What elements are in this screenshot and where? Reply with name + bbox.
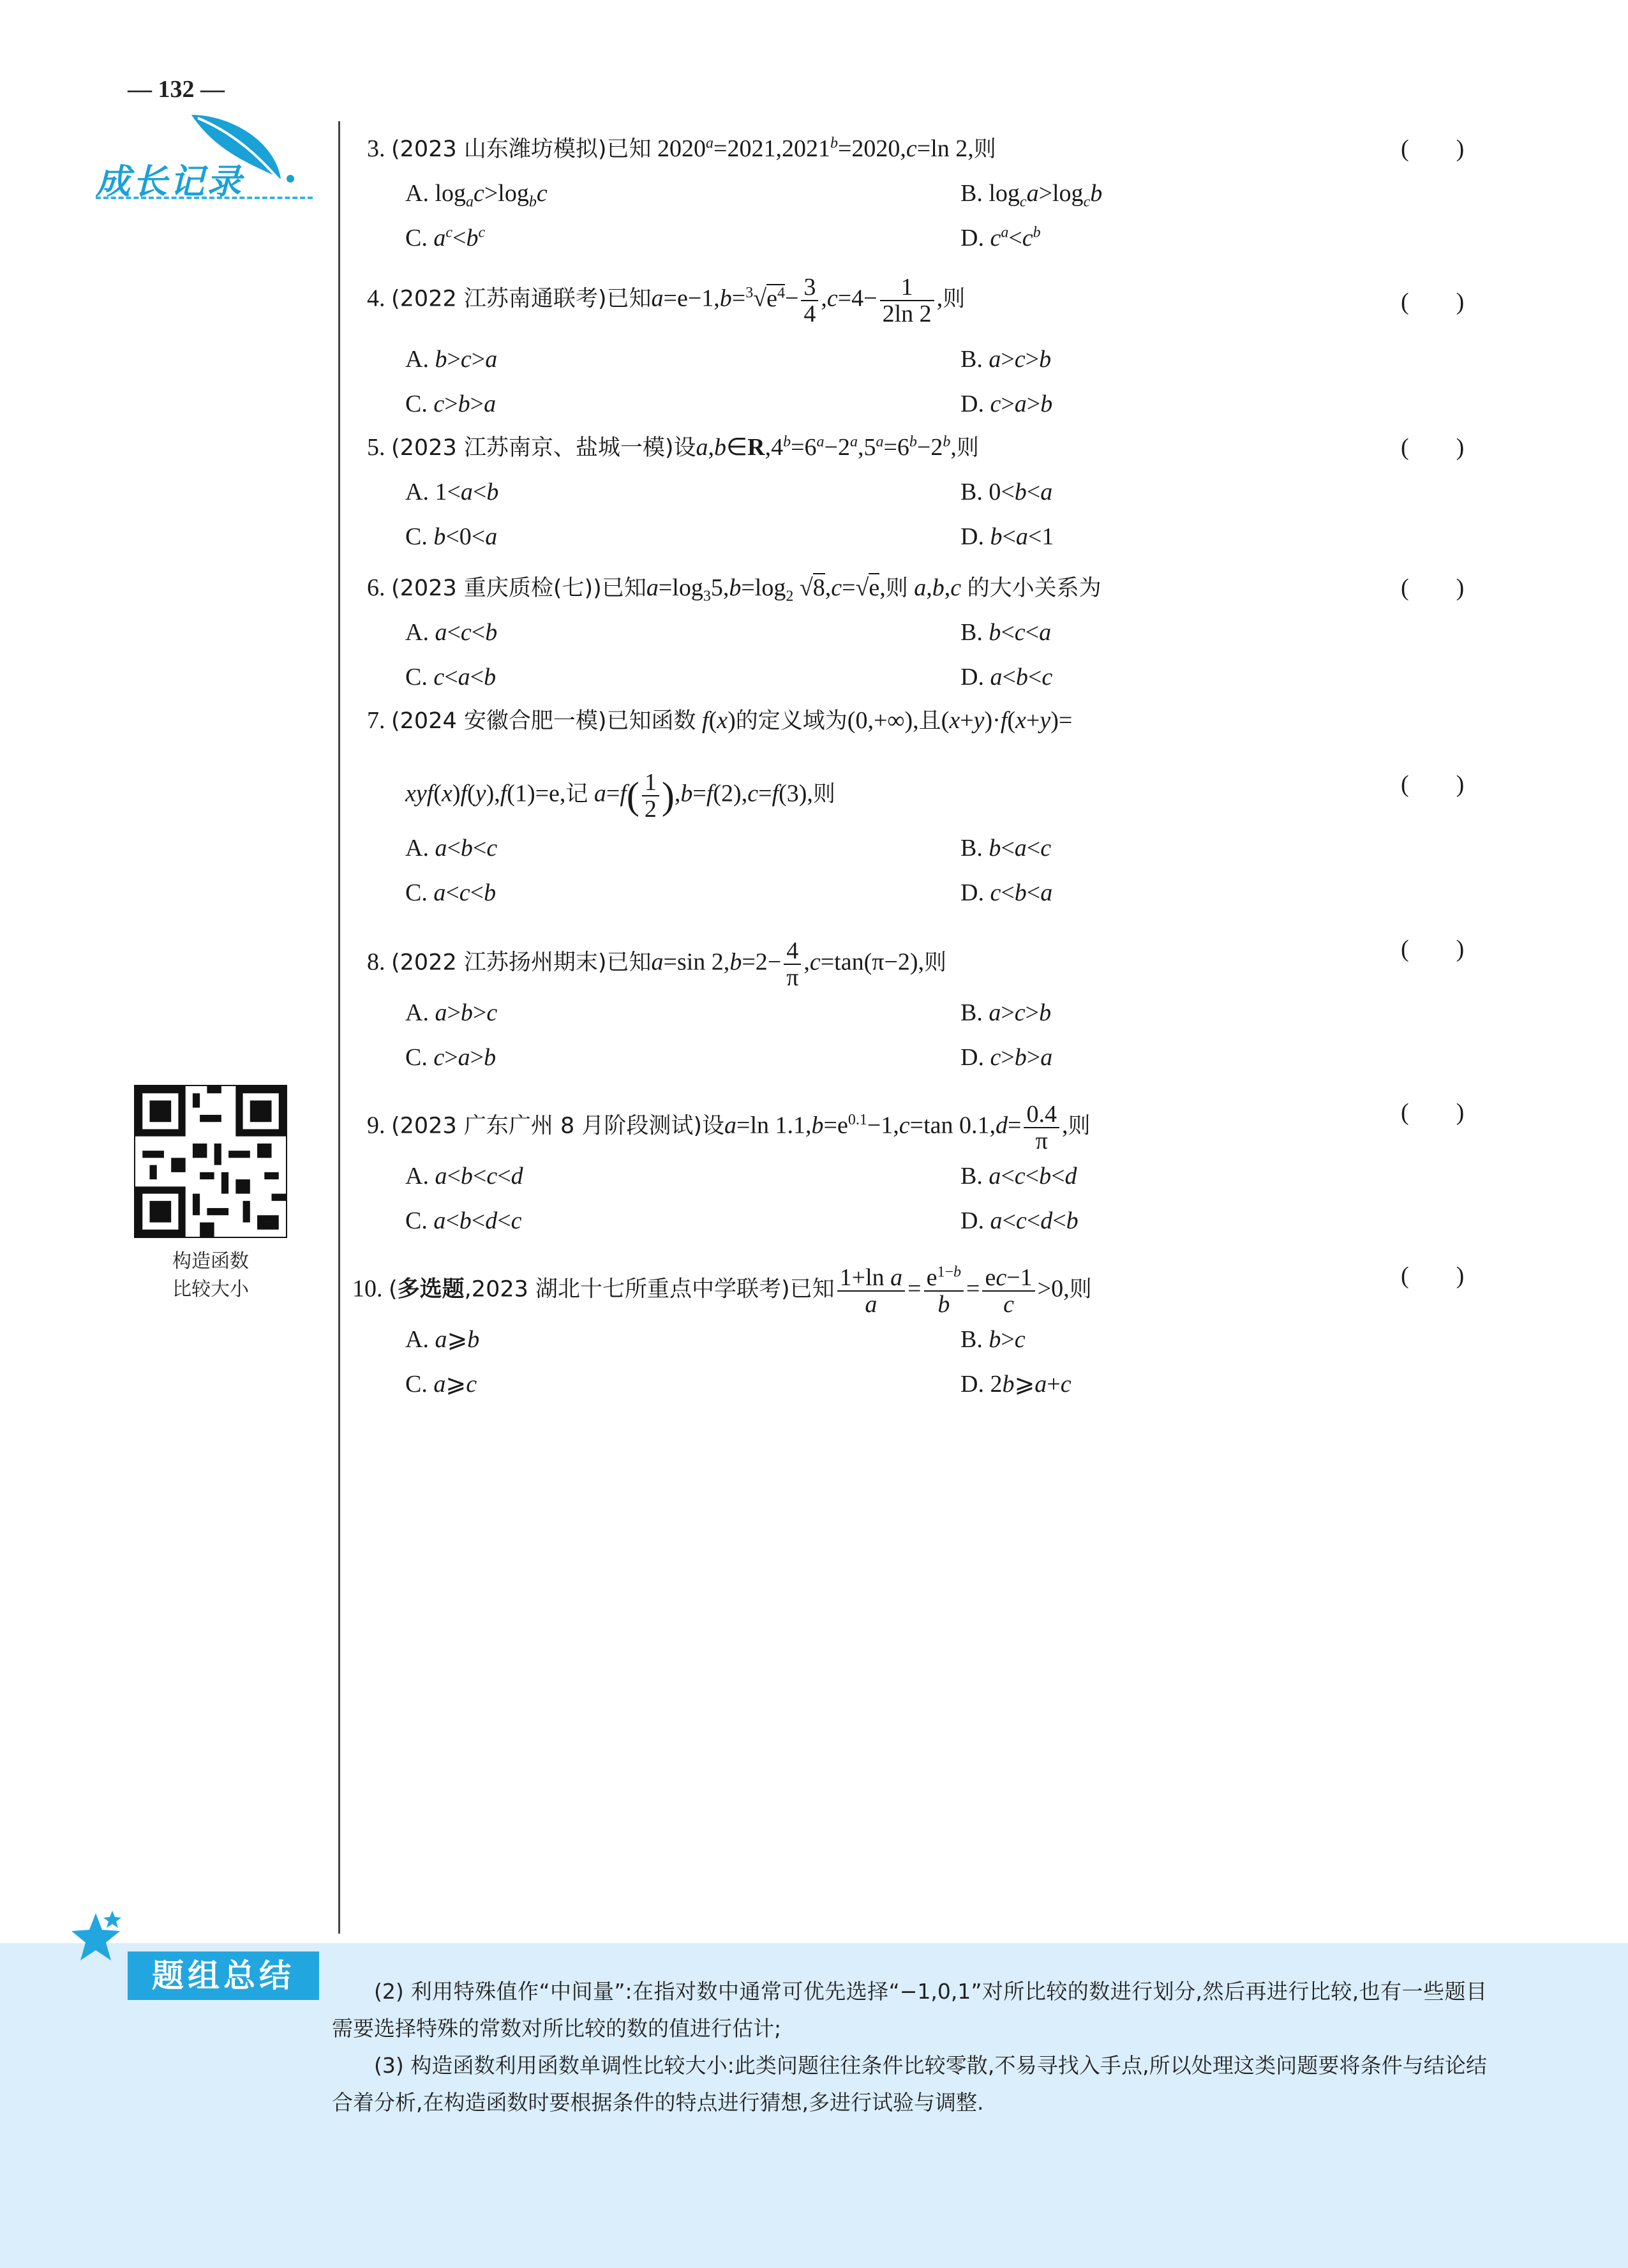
star-icon [70,1908,128,1966]
answer-bracket[interactable]: ( ) [1401,434,1476,461]
option-b[interactable]: B. b<a<c [960,835,1052,862]
option-a[interactable]: A. a<c<b [405,619,498,646]
answer-bracket[interactable]: ( ) [1401,1262,1476,1289]
option-a[interactable]: A. a<b<c<d [405,1163,523,1190]
qr-caption-line1: 构造函数 [172,1250,249,1272]
option-a[interactable]: A. a>b>c [405,999,498,1026]
question-stem: 10. (多选题,2023 湖北十七所重点中学联考)已知 $\frac{\text{1+ln a}}{a}$ = $\frac{e^{1-b}}{b}$ = $\frac{ec-1}{c}$ >0,则 [352,1264,1092,1318]
option-c[interactable]: C. a<c<b [405,879,497,906]
answer-bracket[interactable]: ( ) [1401,771,1476,798]
summary-point-3: (3) 构造函数利用函数单调性比较大小:此类问题往往条件比较零散,不易寻找入手点,所以处理这类问题要将条件与结论结合着分析,在构造函数时要根据条件的特点进行猜想,多进行试验与调整. [332,2053,1487,2115]
option-b[interactable]: B. $\log_ca>\log_cb$ [960,180,1103,211]
option-c[interactable]: C. c>b>a [405,391,497,417]
option-d[interactable]: D. a<c<d<b [960,1207,1079,1234]
question-stem: 8. (2022 江苏扬州期末)已知a=sin 2,b=2− $\frac{4}{\pi}$ ,c=tan(π−2),则 [367,937,947,991]
answer-bracket[interactable]: ( ) [1401,574,1476,601]
option-d[interactable]: D. 2b⩾a+c [960,1371,1072,1398]
summary-point-2: (2) 利用特殊值作“中间量”:在指对数中通常可优先选择“−1,0,1”对所比较的数进行划分,然后再进行比较,也有一些题目需要选择特殊的常数对所比较的数的值进行估计; [332,1979,1487,2041]
option-d[interactable]: D. b<a<1 [960,523,1054,550]
page-number: — 132 — [128,76,225,103]
option-a[interactable]: A. $\log_ac>\log_bc$ [405,180,548,211]
option-a[interactable]: A. a<b<c [405,835,498,862]
answer-bracket[interactable]: ( ) [1401,288,1476,315]
question-stem: 5. (2023 江苏南京、盐城一模)设$a,b\in R,4^b=6^a-2^a,5^a=6^b-2^b$,则 [367,433,979,461]
answer-bracket[interactable]: ( ) [1401,1099,1476,1126]
qr-caption-line2: 比较大小 [172,1278,249,1301]
margin-divider [338,121,340,1934]
option-d[interactable]: D. c<b<a [960,879,1053,906]
option-b[interactable]: B. a<c<b<d [960,1163,1077,1190]
option-a[interactable]: A. a⩾b [405,1326,480,1353]
answer-bracket[interactable]: ( ) [1401,936,1476,962]
option-d[interactable]: D. a<b<c [960,664,1053,690]
qr-code-icon [135,1086,286,1237]
logo-divider [96,197,313,199]
option-a[interactable]: A. b>c>a [405,346,498,373]
question-stem: 9. (2023 广东广州 8 月阶段测试)设a=ln $1.1,b=e^{0.1}-1,c=\tan$ 0.1,d= $\frac{0.4}{\pi}$ ,则 [367,1101,1091,1154]
question-stem: 6. (2023 重庆质检(七))已知$a=\log_35,b=\log_2$ √8,c=√e,则 a,b,c 的大小关系为 [367,574,1102,605]
option-c[interactable]: C. a⩾c [405,1371,477,1398]
option-c[interactable]: C. b<0<a [405,523,498,550]
logo-text: 成长记录 [96,161,244,202]
qr-caption [128,1248,294,1304]
option-c[interactable]: C. c>a>b [405,1044,497,1071]
question-stem: 7. (2024 安徽合肥一模)已知函数 f(x)的定义域为(0,+∞),且(x+y)·f(x+y)= [367,707,1073,734]
option-d[interactable]: D. c>a>b [960,391,1053,417]
option-d[interactable]: D. c>b>a [960,1044,1053,1071]
option-c[interactable]: C. c<a<b [405,664,497,690]
option-b[interactable]: B. 0<b<a [960,479,1053,505]
option-b[interactable]: B. a>c>b [960,999,1052,1026]
option-b[interactable]: B. a>c>b [960,346,1052,373]
question-stem-line2: xyf(x)f(y),f(1)=e,记 a=f( $\frac{1}{2}$ ),b=f(2),c=f(3),则 [405,769,835,823]
question-stem: 4. (2022 江苏南通联考)已知$a=e-1,b=^3√e^4-$ $\frac{3}{4}$ ,c=4− $\frac{1}{2\ln 2}$ ,则 [367,274,966,327]
answer-bracket[interactable]: ( ) [1401,135,1476,162]
option-d[interactable]: D. $c^a<c^b$ [960,224,1041,251]
summary-text [332,1973,1487,2121]
summary-title: 题组总结 [128,1951,319,2000]
growth-record-logo [89,115,332,211]
option-b[interactable]: B. b<c<a [960,619,1052,646]
option-c[interactable]: C. $a^c<b^c$ [405,224,486,251]
option-a[interactable]: A. 1<a<b [405,479,499,505]
qr-code[interactable] [134,1085,287,1238]
option-c[interactable]: C. a<b<d<c [405,1207,522,1234]
option-b[interactable]: B. b>c [960,1326,1026,1353]
question-stem: 3. (2023 山东潍坊模拟)已知 $2020^a=2021,2021^b=2020,c=\ln$ 2,则 [367,135,996,162]
